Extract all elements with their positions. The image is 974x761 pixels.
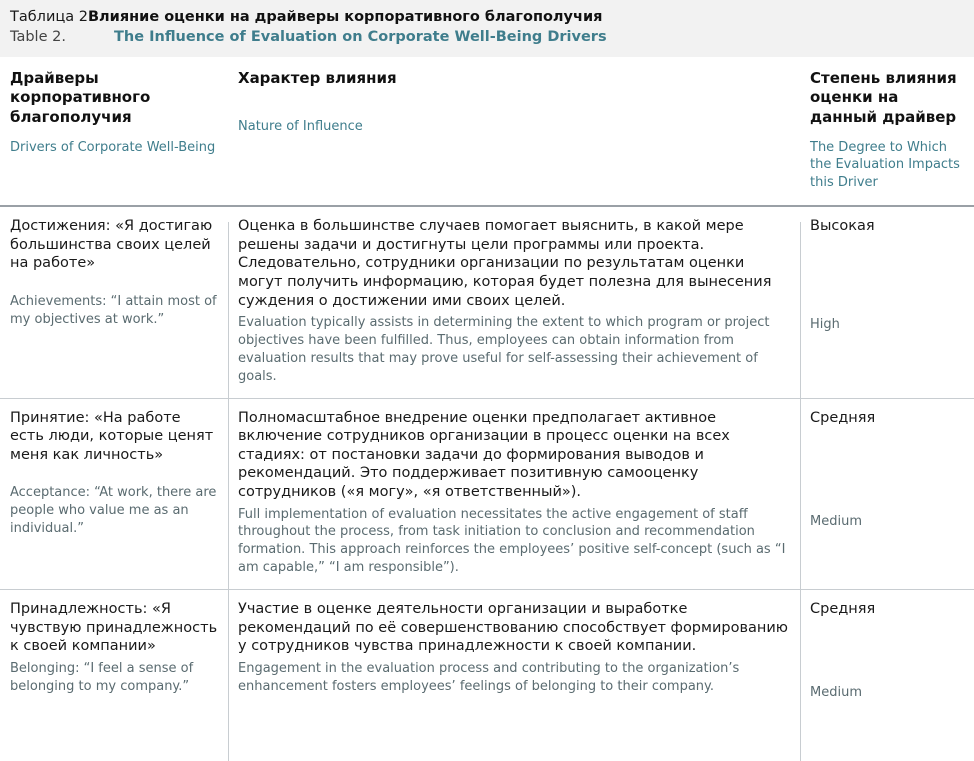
cell-driver-ru: Достижения: «Я достигаю большинства своих целей на работе» (10, 218, 213, 272)
cell-degree-ru: Высокая (810, 218, 875, 235)
column-divider-2 (800, 222, 801, 761)
cell-driver (0, 398, 228, 589)
cell-driver-ru: Принадлежность: «Я чувствую принадлежность к своей компании» (10, 601, 218, 655)
column-header-degree-en: The Degree to Which the Evaluation Impacts this Driver (810, 139, 960, 190)
cell-driver-ru: Принятие: «На работе есть люди, которые ценят меня как личность» (10, 409, 214, 463)
cell-nature-ru: Оценка в большинстве случаев помогает выяснить, в какой мере решены задачи и достигнуты цели программы или проекта. Следовательно, сотрудники организации по результатам оценки могут получить информацию, которая будет полезна для вынесения суждения о достижении ими своих целей. (238, 218, 772, 309)
influence-table (0, 57, 974, 714)
caption-row-ru (10, 8, 964, 28)
caption-title-en: The Influence of Evaluation on Corporate Well-Being Drivers (114, 28, 607, 45)
table-header (0, 57, 974, 206)
cell-degree-en: High (810, 316, 840, 332)
cell-nature-en: Evaluation typically assists in determining the extent to which program or project objectives have been fulfilled. Thus, employees can obtain information from evaluation results that may prove useful for self-assessing their achievement of goals. (238, 315, 770, 384)
column-header-drivers-en: Drivers of Corporate Well-Being (10, 139, 216, 155)
cell-driver (0, 206, 228, 398)
cell-degree-ru: Средняя (810, 601, 876, 618)
column-header-nature-en: Nature of Influence (238, 119, 363, 135)
cell-driver-en: Belonging: “I feel a sense of belonging to my company.” (10, 660, 194, 694)
cell-driver (0, 590, 228, 714)
cell-driver-en: Achievements: “I attain most of my objectives at work.” (10, 293, 217, 327)
cell-nature (228, 590, 800, 714)
cell-degree (800, 398, 974, 589)
cell-nature-en: Full implementation of evaluation necessitates the active engagement of staff throughout the process, from task initiation to conclusion and recommendation formation. This approach reinforces the employees’ positive self-concept (such as “I am capable,” “I am responsible”). (238, 506, 786, 576)
table-header-row (0, 57, 974, 206)
column-header-drivers-ru: Драйверы корпоративного благополучия (10, 69, 151, 126)
caption-title-ru: Влияние оценки на драйверы корпоративного благополучия (88, 9, 603, 25)
column-header-degree-ru: Степень влияния оценки на данный драйвер (810, 69, 957, 126)
cell-nature-ru: Участие в оценке деятельности организации и выработке рекомендаций по её совершенствованию способствует формированию у сотрудников чувства принадлежности к своей компании. (238, 601, 788, 655)
cell-nature-ru: Полномасштабное внедрение оценки предполагает активное включение сотрудников организации в процесс оценки на всех стадиях: от постановки задачи до формирования выводов и рекомендаций. Это поддерживает позитивную самооценку сотрудников («я могу», «я ответственный»). (238, 409, 730, 500)
cell-degree-en: Medium (810, 514, 862, 530)
table-caption (0, 0, 974, 57)
table-row (0, 206, 974, 398)
cell-driver-en: Acceptance: “At work, there are people who value me as an individual.” (10, 485, 217, 537)
caption-label-en: Table 2. (10, 28, 66, 45)
cell-degree (800, 206, 974, 398)
cell-degree-en: Medium (810, 684, 862, 700)
column-header-nature-ru: Характер влияния (238, 69, 397, 88)
table-row (0, 398, 974, 589)
cell-nature (228, 398, 800, 589)
column-header-degree (800, 57, 974, 206)
column-header-drivers (0, 57, 228, 206)
cell-nature (228, 206, 800, 398)
cell-nature-en: Engagement in the evaluation process and contributing to the organization’s enhancement fosters employees’ feelings of belonging to their company. (238, 660, 740, 694)
cell-degree-ru: Средняя (810, 409, 876, 426)
table-row (0, 590, 974, 714)
table-body (0, 206, 974, 713)
column-divider-1 (228, 222, 229, 761)
cell-degree (800, 590, 974, 714)
caption-row-en (10, 28, 964, 48)
column-header-nature (228, 57, 800, 206)
caption-label-ru: Таблица 2. (10, 9, 93, 25)
